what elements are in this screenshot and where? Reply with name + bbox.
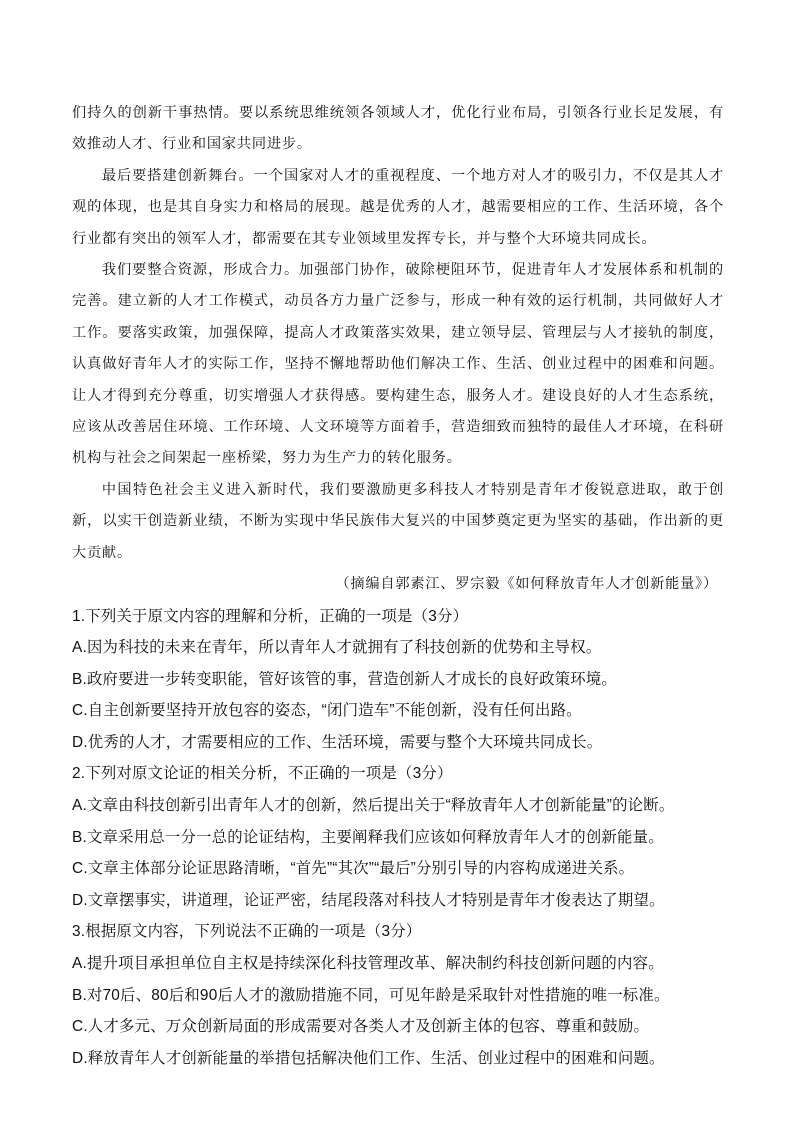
question-stem: 3.根据原文内容，下列说法不正确的一项是（3分） — [72, 923, 422, 941]
option-a: A.因为科技的未来在青年，所以青年人才就拥有了科技创新的优势和主导权。 — [72, 639, 602, 657]
passage-source: （摘编自郭素江、罗宗毅《如何释放青年人才创新能量》） — [335, 576, 718, 593]
option-c: C.自主创新要坚持开放包容的姿态，“闭门造车”不能创新，没有任何出路。 — [72, 702, 582, 720]
passage-paragraph: 最后要搭建创新舞台。一个国家对人才的重视程度、一个地方对人才的吸引力，不仅是其人才观的体现，也是其自身实力和格局的展现。越是优秀的人才，越需要相应的工作、生活环境，各个行业都有突出的领军人才，都需要在其专业领域里发挥专长，并与整个大环境共同成长。 — [72, 167, 724, 247]
option-c: C.人才多元、万众创新局面的形成需要对各类人才及创新主体的包容、尊重和鼓励。 — [72, 1018, 650, 1036]
option-b: B.政府要进一步转变职能，管好该管的事，营造创新人才成长的良好政策环境。 — [72, 670, 618, 688]
option-a: A.提升项目承担单位自主权是持续深化科技管理改革、解决制约科技创新问题的内容。 — [72, 955, 664, 973]
question-stem: 1.下列关于原文内容的理解和分析，正确的一项是（3分） — [72, 607, 469, 625]
question-stem: 2.下列对原文论证的相关分析，不正确的一项是（3分） — [72, 765, 453, 783]
question-3 — [72, 916, 724, 1074]
reading-passage — [72, 98, 724, 569]
passage-paragraph: 们持久的创新干事热情。要以系统思维统领各领域人才，优化行业布局，引领各行业长足发展，有效推动人才、行业和国家共同进步。 — [72, 105, 724, 153]
passage-paragraph: 中国特色社会主义进入新时代，我们要激励更多科技人才特别是青年才俊锐意进取，敢于创新，以实干创造新业绩，不断为实现中华民族伟大复兴的中国梦奠定更为坚实的基础，作出新的更大贡献。 — [72, 481, 724, 561]
option-d: D.文章摆事实，讲道理，论证严密，结尾段落对科技人才特别是青年才俊表达了期望。 — [72, 891, 665, 909]
option-a: A.文章由科技创新引出青年人才的创新，然后提出关于“释放青年人才创新能量”的论断。 — [72, 797, 675, 815]
option-b: B.文章采用总一分一总的论证结构，主要阐释我们应该如何释放青年人才的创新能量。 — [72, 828, 664, 846]
question-1 — [72, 601, 724, 759]
question-list — [72, 601, 724, 1075]
option-c: C.文章主体部分论证思路清晰，“首先”“其次”“最后”分别引导的内容构成递进关系。 — [72, 860, 635, 878]
question-2 — [72, 758, 724, 916]
option-b: B.对70后、80后和90后人才的激励措施不同，可见年龄是采取针对性措施的唯一标准。 — [72, 986, 670, 1004]
option-d: D.优秀的人才，才需要相应的工作、生活环境，需要与整个大环境共同成长。 — [72, 733, 603, 751]
passage-paragraph: 我们要整合资源，形成合力。加强部门协作，破除梗阻环节，促进青年人才发展体系和机制的完善。建立新的人才工作模式，动员各方力量广泛参与，形成一种有效的运行机制，共同做好人才工作。要落实政策，加强保障，提高人才政策落实效果，建立领导层、管理层与人才接轨的制度，认真做好青年人才的实际工作，坚持不懈地帮助他们解决工作、生活、创业过程中的困难和问题。让人才得到充分尊重，切实增强人才获得感。要构建生态，服务人才。建设良好的人才生态系统，应该从改善居住环境、工作环境、人文环境等方面着手，营造细致而独特的最佳人才环境，在科研机构与社会之间架起一座桥梁，努力为生产力的转化服务。 — [72, 262, 724, 467]
option-d: D.释放青年人才创新能量的举措包括解决他们工作、生活、创业过程中的困难和问题。 — [72, 1049, 665, 1067]
